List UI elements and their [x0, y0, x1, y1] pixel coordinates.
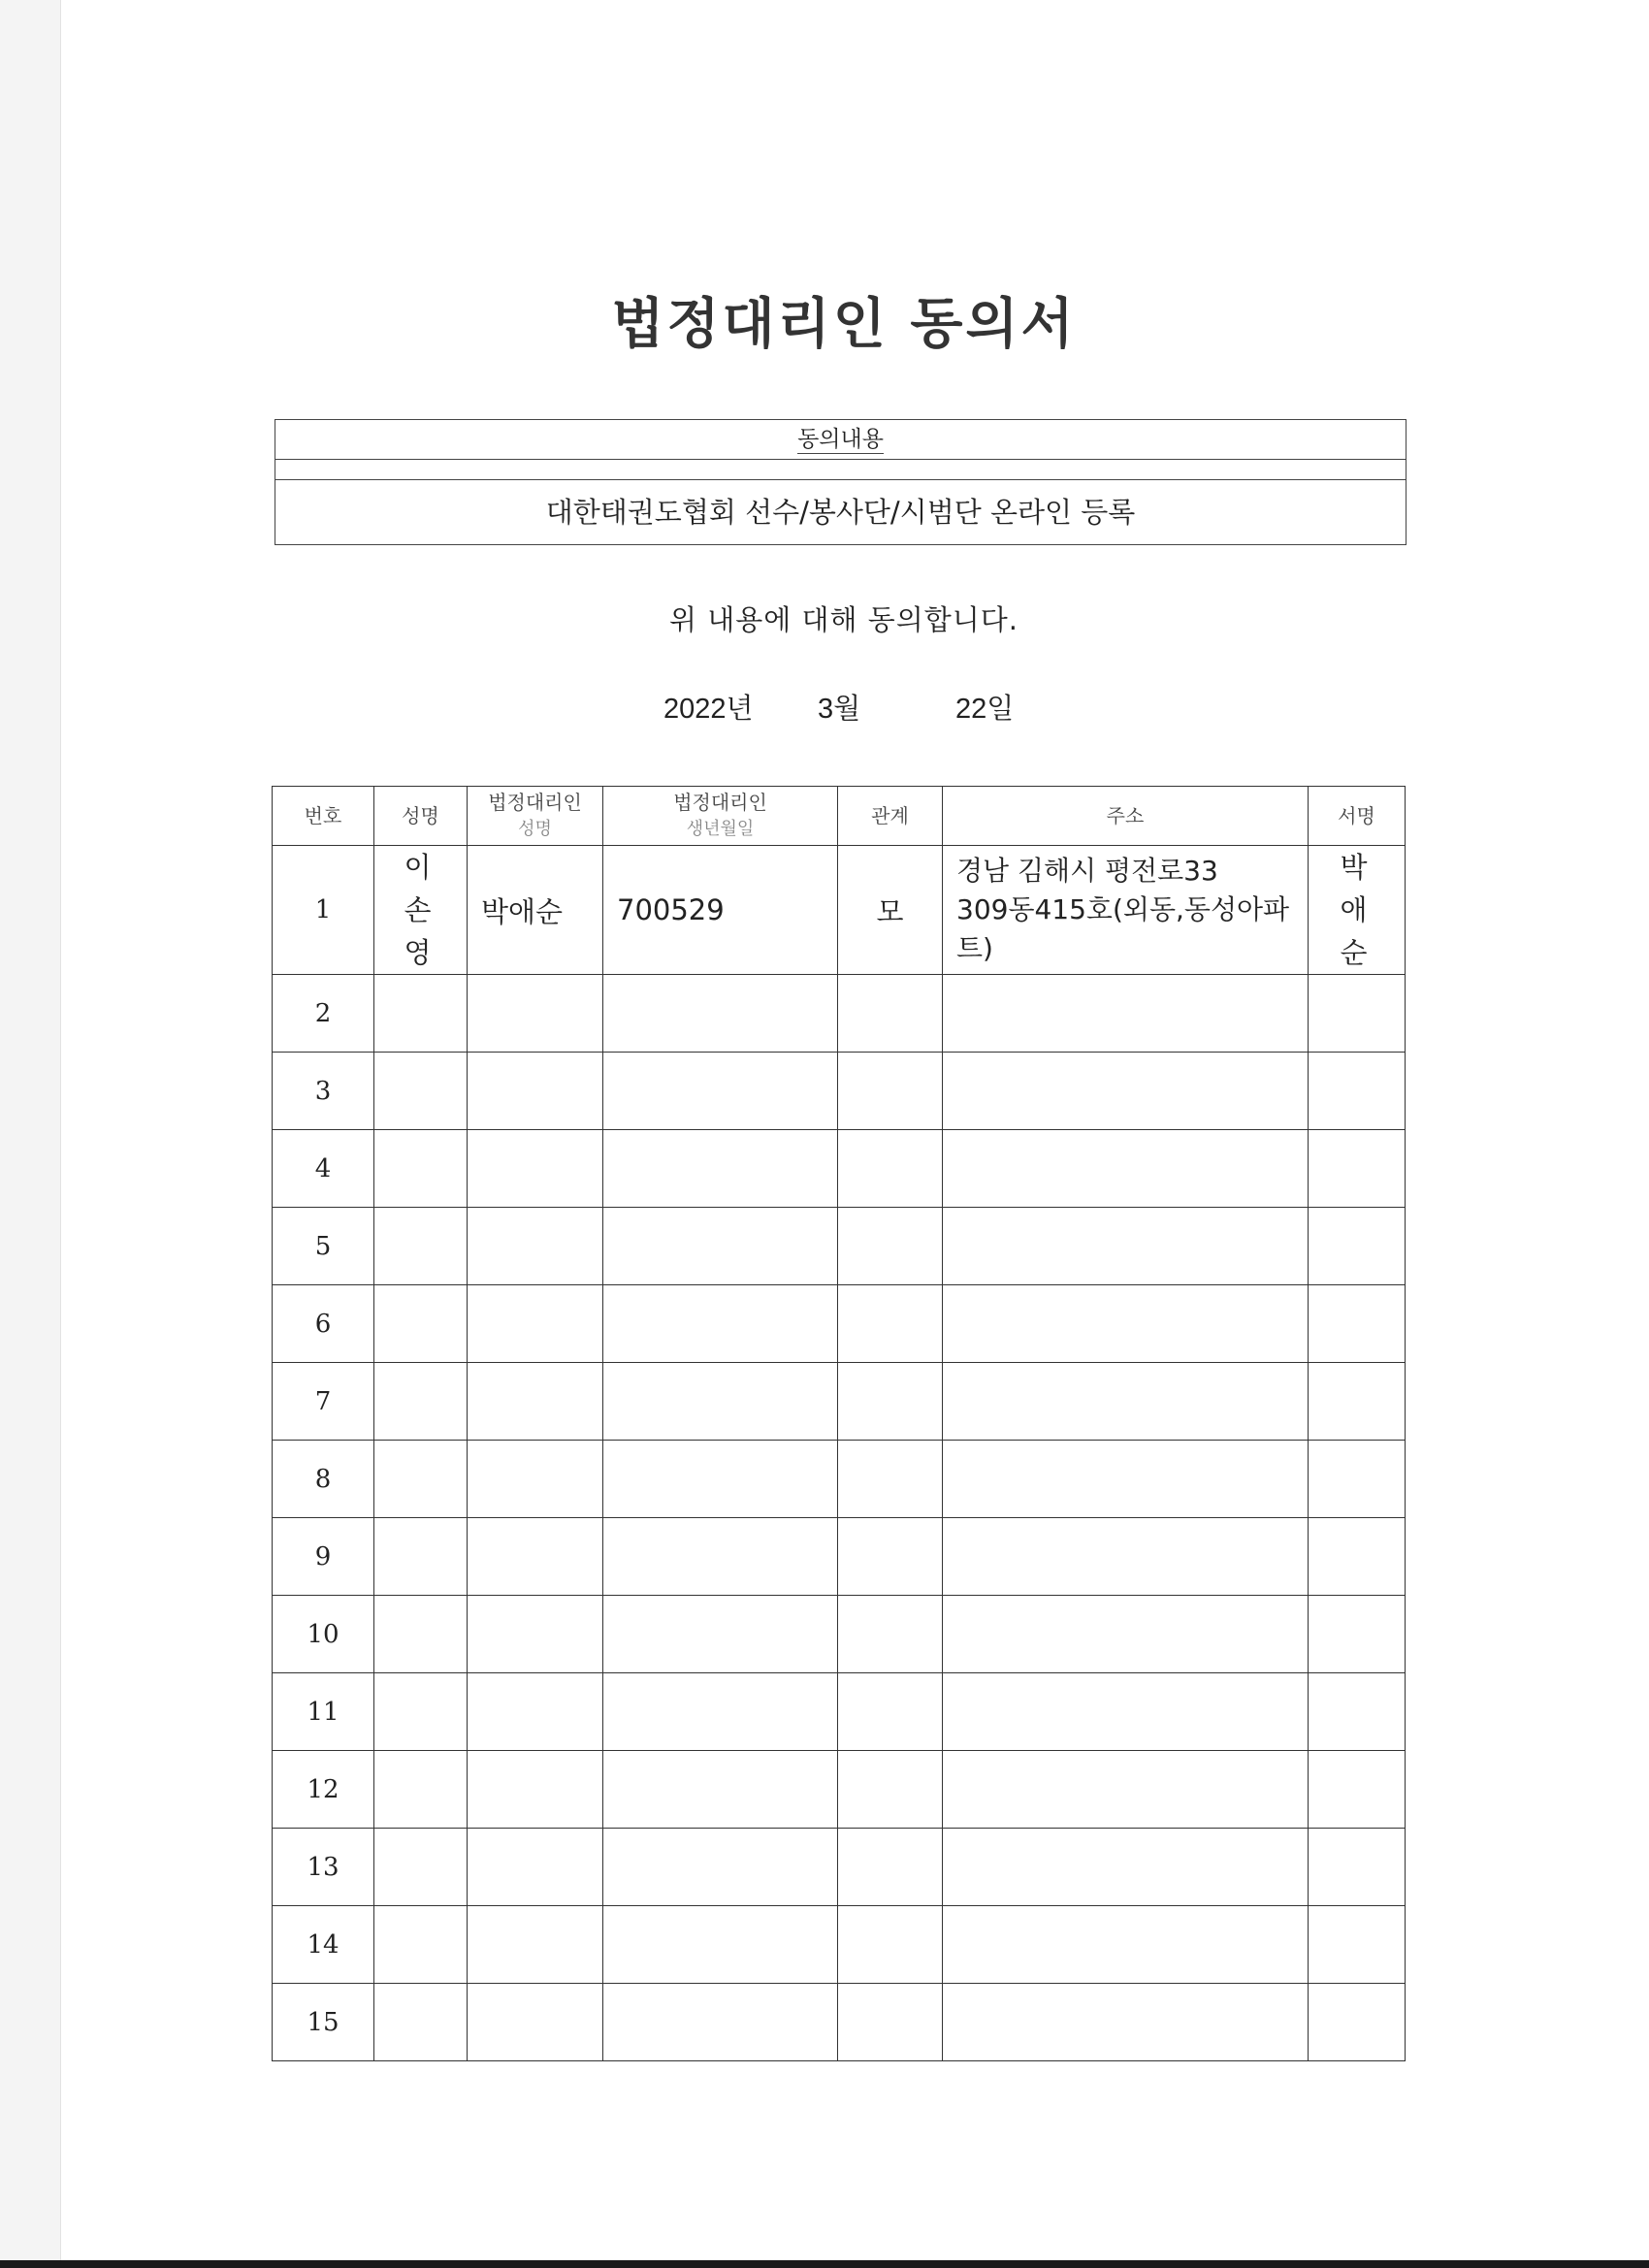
empty-cell — [943, 1906, 1309, 1984]
empty-cell — [1309, 1829, 1406, 1906]
relation: 모 — [838, 846, 943, 975]
empty-cell — [838, 1673, 943, 1751]
table-row — [273, 1596, 1406, 1673]
empty-cell — [468, 1053, 603, 1130]
table-row — [273, 1673, 1406, 1751]
empty-cell — [838, 1596, 943, 1673]
row-number: 3 — [273, 1053, 374, 1130]
empty-cell — [1309, 1984, 1406, 2061]
empty-cell — [943, 1751, 1309, 1829]
empty-cell — [943, 1285, 1309, 1363]
minor-name-line1: 이 손 — [404, 851, 449, 926]
empty-cell — [943, 1363, 1309, 1441]
empty-cell — [603, 1518, 838, 1596]
table-row — [273, 1518, 1406, 1596]
empty-cell — [1309, 1053, 1406, 1130]
empty-cell — [374, 1751, 468, 1829]
empty-cell — [1309, 1441, 1406, 1518]
consent-header — [275, 420, 1406, 460]
table-row — [273, 1208, 1406, 1285]
document-title: 법정대리인 동의서 — [611, 293, 1077, 356]
table-row — [273, 1829, 1406, 1906]
empty-cell — [943, 1130, 1309, 1208]
empty-cell — [603, 1751, 838, 1829]
empty-cell — [468, 1984, 603, 2061]
empty-cell — [374, 1363, 468, 1441]
header-rep-birth — [603, 787, 838, 846]
table-row — [273, 975, 1406, 1053]
empty-cell — [603, 1208, 838, 1285]
empty-cell — [943, 1984, 1309, 2061]
table-row — [273, 1751, 1406, 1829]
row-number: 14 — [273, 1906, 374, 1984]
empty-cell — [838, 1906, 943, 1984]
empty-cell — [838, 1130, 943, 1208]
empty-cell — [943, 1596, 1309, 1673]
empty-cell — [838, 1363, 943, 1441]
header-relation: 관계 — [838, 787, 943, 846]
empty-cell — [468, 1596, 603, 1673]
address-line2: 309동415호(외동,동성아파 — [956, 893, 1290, 925]
empty-cell — [374, 1518, 468, 1596]
empty-cell — [468, 1285, 603, 1363]
empty-cell — [1309, 975, 1406, 1053]
row-number: 8 — [273, 1441, 374, 1518]
minor-name-line2: 영 — [404, 936, 449, 969]
empty-cell — [943, 1208, 1309, 1285]
empty-cell — [374, 1596, 468, 1673]
row-number: 6 — [273, 1285, 374, 1363]
empty-cell — [943, 1829, 1309, 1906]
date-day: 22일 — [955, 694, 1015, 725]
empty-cell — [603, 1829, 838, 1906]
header-address: 주소 — [943, 787, 1309, 846]
empty-cell — [603, 1906, 838, 1984]
empty-cell — [468, 975, 603, 1053]
consent-content: 대한태권도협회 선수/봉사단/시범단 온라인 등록 — [275, 479, 1406, 544]
empty-cell — [838, 1285, 943, 1363]
row-number: 2 — [273, 975, 374, 1053]
header-rep-birth-line2: 생년월일 — [686, 819, 755, 839]
empty-cell — [943, 1518, 1309, 1596]
empty-cell — [374, 1130, 468, 1208]
address — [943, 846, 1309, 975]
empty-cell — [603, 975, 838, 1053]
row-number: 4 — [273, 1130, 374, 1208]
minor-name — [374, 846, 468, 975]
table-row — [273, 1130, 1406, 1208]
empty-cell — [603, 1130, 838, 1208]
empty-cell — [468, 1751, 603, 1829]
row-number: 5 — [273, 1208, 374, 1285]
row-number: 11 — [273, 1673, 374, 1751]
scan-bottom-strip — [0, 2260, 1649, 2268]
table-row — [273, 1906, 1406, 1984]
empty-cell — [468, 1829, 603, 1906]
empty-cell — [468, 1363, 603, 1441]
address-line1: 경남 김해시 평전로33 — [956, 855, 1218, 887]
empty-cell — [603, 1673, 838, 1751]
empty-cell — [603, 1596, 838, 1673]
empty-cell — [943, 1441, 1309, 1518]
empty-cell — [1309, 1751, 1406, 1829]
empty-cell — [374, 1673, 468, 1751]
consent-header-label: 동의내용 — [797, 427, 884, 452]
header-signature: 서명 — [1309, 787, 1406, 846]
empty-cell — [468, 1518, 603, 1596]
empty-cell — [838, 1751, 943, 1829]
empty-cell — [468, 1906, 603, 1984]
empty-cell — [1309, 1363, 1406, 1441]
empty-cell — [838, 1518, 943, 1596]
table-row — [273, 1285, 1406, 1363]
empty-cell — [838, 1829, 943, 1906]
rep-birthdate: 700529 — [603, 846, 838, 975]
table-row — [273, 1053, 1406, 1130]
empty-cell — [374, 1053, 468, 1130]
agreement-statement: 위 내용에 대해 동의합니다. — [668, 603, 1019, 636]
empty-cell — [1309, 1596, 1406, 1673]
header-rep-name — [468, 787, 603, 846]
empty-cell — [1309, 1906, 1406, 1984]
header-row — [273, 787, 1406, 846]
empty-cell — [468, 1673, 603, 1751]
empty-cell — [374, 1984, 468, 2061]
row-number: 15 — [273, 1984, 374, 2061]
empty-cell — [838, 975, 943, 1053]
row-number: 13 — [273, 1829, 374, 1906]
row-number: 1 — [273, 846, 374, 975]
signature-line2: 순 — [1340, 936, 1385, 969]
empty-cell — [943, 975, 1309, 1053]
table-row — [273, 1984, 1406, 2061]
empty-cell — [943, 1053, 1309, 1130]
empty-cell — [374, 1829, 468, 1906]
empty-cell — [838, 1208, 943, 1285]
empty-cell — [1309, 1285, 1406, 1363]
empty-cell — [468, 1130, 603, 1208]
row-number: 7 — [273, 1363, 374, 1441]
date-month: 3월 — [818, 694, 861, 725]
table-row — [273, 846, 1406, 975]
empty-cell — [943, 1673, 1309, 1751]
empty-cell — [603, 1053, 838, 1130]
consent-box — [275, 419, 1406, 545]
empty-cell — [374, 975, 468, 1053]
empty-cell — [1309, 1208, 1406, 1285]
empty-cell — [838, 1053, 943, 1130]
row-number: 12 — [273, 1751, 374, 1829]
table-row — [273, 1363, 1406, 1441]
empty-cell — [1309, 1673, 1406, 1751]
address-line3: 트) — [956, 932, 993, 964]
empty-cell — [603, 1363, 838, 1441]
table-row — [273, 1441, 1406, 1518]
empty-cell — [374, 1441, 468, 1518]
rep-name: 박애순 — [468, 846, 603, 975]
empty-cell — [603, 1285, 838, 1363]
empty-cell — [1309, 1130, 1406, 1208]
empty-cell — [838, 1441, 943, 1518]
header-name: 성명 — [374, 787, 468, 846]
empty-cell — [374, 1208, 468, 1285]
empty-cell — [374, 1906, 468, 1984]
empty-cell — [1309, 1518, 1406, 1596]
empty-cell — [468, 1208, 603, 1285]
empty-cell — [838, 1984, 943, 2061]
row-number: 10 — [273, 1596, 374, 1673]
header-rep-name-line1: 법정대리인 — [488, 791, 582, 814]
signature-line1: 박 애 — [1340, 851, 1385, 926]
empty-cell — [374, 1285, 468, 1363]
header-rep-name-line2: 성명 — [518, 819, 552, 839]
signature — [1309, 846, 1406, 975]
header-rep-birth-line1: 법정대리인 — [673, 791, 767, 814]
header-no: 번호 — [273, 787, 374, 846]
empty-cell — [603, 1984, 838, 2061]
row-number: 9 — [273, 1518, 374, 1596]
roster-table — [272, 786, 1406, 2061]
date-year: 2022년 — [663, 694, 754, 725]
empty-cell — [603, 1441, 838, 1518]
empty-cell — [468, 1441, 603, 1518]
